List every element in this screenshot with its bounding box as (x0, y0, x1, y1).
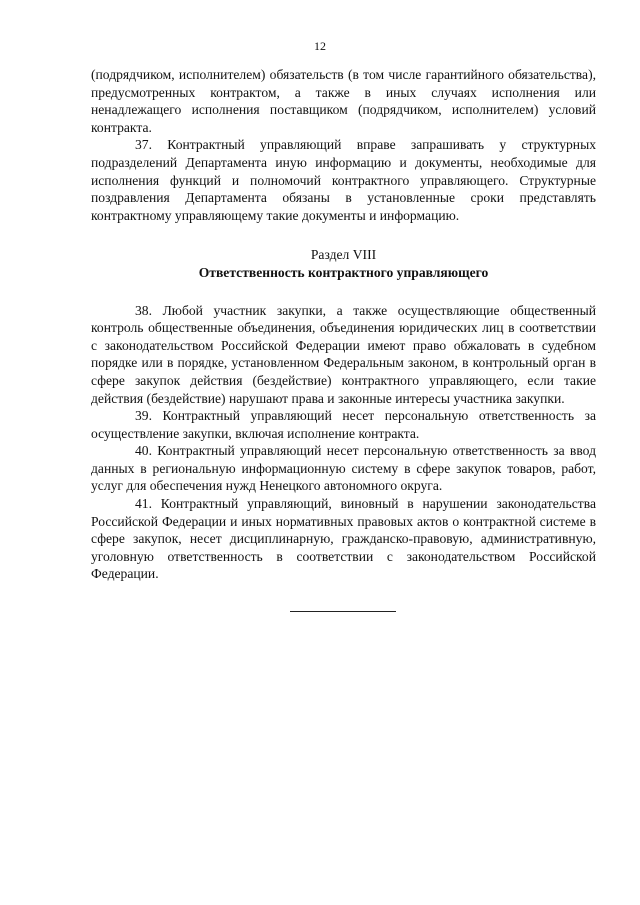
section-label: Раздел VIII (310, 247, 377, 263)
paragraph-38: 38. Любой участник закупки, а также осуществляющие общественный контроль общественные объединения, объединения юридических лиц в соответствии с законодательством Российской Федерации имеют право обжаловать в судебном порядке или в порядке, установленном Федеральным законом, в контрольный орган в сфере закупок действия (бездействие) контрактного управляющего, если такие действия (бездействие) нарушают права и законные интересы участника закупки. (91, 302, 596, 406)
page-number: 12 (314, 39, 326, 53)
end-divider-line (290, 611, 396, 612)
paragraph-41: 41. Контрактный управляющий, виновный в нарушении законодательства Российской Федерации и иных нормативных правовых актов о контрактной системе в сфере закупок, несет дисциплинарную, гражданско-правовую, административную, уголовную ответственность в соответствии с законодательством Российской Федерации. (91, 496, 596, 582)
paragraph-40: 40. Контрактный управляющий несет персональную ответственность за ввод данных в региональную информационную систему в сфере закупок товаров, работ, услуг для обеспечения нужд Ненецкого автономного округа. (91, 443, 596, 494)
document-body (91, 66, 596, 583)
section-title: Ответственность контрактного управляющего (198, 264, 489, 280)
paragraph-39: 39. Контрактный управляющий несет персональную ответственность за осуществление закупки, включая исполнение контракта. (91, 408, 596, 441)
paragraph-37: 37. Контрактный управляющий вправе запрашивать у структурных подразделений Департамента иную информацию и документы, необходимые для исполнения функций и полномочий контрактного управляющего. Структурные поздравления Департамента обязаны в установленные сроки представлять контрактному управляющему такие документы и информацию. (91, 137, 596, 223)
paragraph-continuation: (подрядчиком, исполнителем) обязательств (в том числе гарантийного обязательства), предусмотренных контрактом, а также в иных случаях исполнения или ненадлежащего исполнения поставщиком (подрядчиком, исполнителем) условий контракта. (91, 67, 596, 135)
